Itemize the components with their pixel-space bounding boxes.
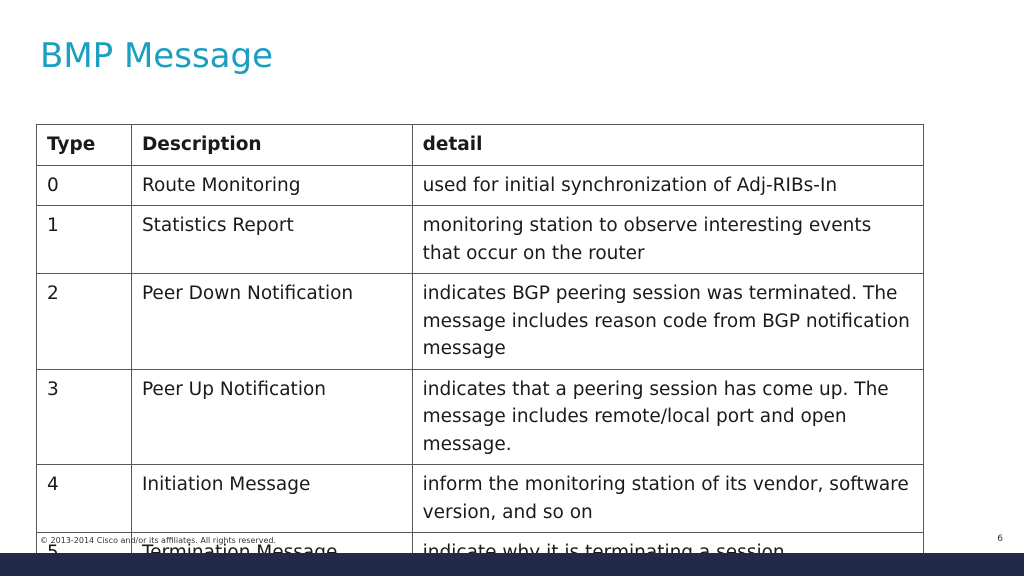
cell-type: 1 xyxy=(37,206,132,274)
header-detail: detail xyxy=(412,125,923,166)
header-description: Description xyxy=(131,125,412,166)
cell-detail: inform the monitoring station of its vendor, software version, and so on xyxy=(412,465,923,533)
cell-detail: indicates that a peering session has come up. The message includes remote/local port and open message. xyxy=(412,369,923,465)
cell-description: Route Monitoring xyxy=(131,165,412,206)
cell-description: Initiation Message xyxy=(131,465,412,533)
slide-title: BMP Message xyxy=(40,36,273,76)
table-row xyxy=(37,165,924,206)
cell-description: Peer Down Notification xyxy=(131,274,412,370)
bmp-message-table xyxy=(36,124,924,574)
cell-detail: indicates BGP peering session was terminated. The message includes reason code from BGP notification message xyxy=(412,274,923,370)
copyright-footer: © 2013-2014 Cisco and/or its affiliates. All rights reserved. xyxy=(40,536,277,545)
header-type: Type xyxy=(37,125,132,166)
table-row xyxy=(37,274,924,370)
cell-detail: used for initial synchronization of Adj-RIBs-In xyxy=(412,165,923,206)
cell-type: 0 xyxy=(37,165,132,206)
table-row xyxy=(37,369,924,465)
page-number: 6 xyxy=(997,534,1003,544)
cell-detail: monitoring station to observe interesting events that occur on the router xyxy=(412,206,923,274)
table-row xyxy=(37,465,924,533)
table-header-row xyxy=(37,125,924,166)
cell-type: 4 xyxy=(37,465,132,533)
cell-description: Peer Up Notification xyxy=(131,369,412,465)
bottom-bar xyxy=(0,553,1024,576)
cell-type: 3 xyxy=(37,369,132,465)
cell-type: 2 xyxy=(37,274,132,370)
cell-description: Statistics Report xyxy=(131,206,412,274)
table-row xyxy=(37,206,924,274)
